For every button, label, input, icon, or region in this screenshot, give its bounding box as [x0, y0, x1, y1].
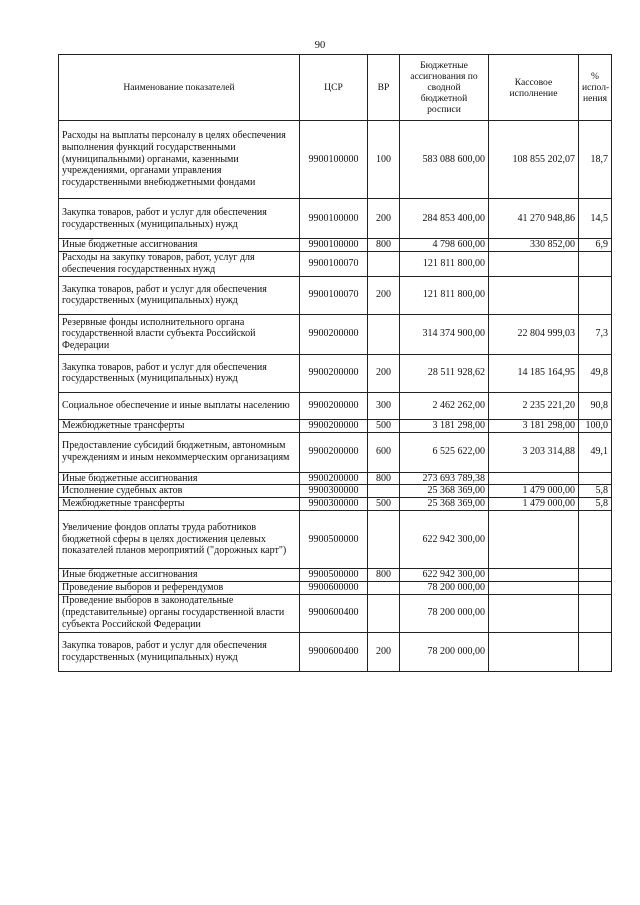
execution-percent-cell	[579, 594, 612, 632]
csr-code-cell: 9900600000	[300, 581, 368, 594]
cash-execution-cell: 41 270 948,86	[489, 199, 579, 239]
vr-code-cell	[368, 485, 400, 498]
execution-percent-cell: 14,5	[579, 199, 612, 239]
budget-allocation-cell: 25 368 369,00	[400, 485, 489, 498]
csr-code-cell: 9900200000	[300, 354, 368, 392]
budget-allocation-cell: 25 368 369,00	[400, 498, 489, 511]
budget-allocation-cell: 121 811 800,00	[400, 251, 489, 276]
budget-allocation-cell: 78 200 000,00	[400, 632, 489, 671]
csr-code-cell: 9900200000	[300, 419, 368, 432]
vr-code-cell: 500	[368, 419, 400, 432]
indicator-name-cell: Закупка товаров, работ и услуг для обеспечения государственных (муниципальных) нужд	[59, 276, 300, 314]
execution-percent-cell	[579, 251, 612, 276]
cash-execution-cell: 330 852,00	[489, 239, 579, 252]
header-csr: ЦСР	[300, 55, 368, 121]
cash-execution-cell: 2 235 221,20	[489, 392, 579, 419]
csr-code-cell: 9900600400	[300, 632, 368, 671]
cash-execution-cell: 1 479 000,00	[489, 485, 579, 498]
header-plan: Бюджетные ассигнования по сводной бюджетной росписи	[400, 55, 489, 121]
table-body	[59, 121, 612, 672]
cash-execution-cell: 1 479 000,00	[489, 498, 579, 511]
indicator-name-cell: Расходы на выплаты персоналу в целях обеспечения выполнения функций государственными (муниципальными) органами, казенными учреждениями, органами управления государственными внебюджетными фондами	[59, 121, 300, 199]
cash-execution-cell	[489, 510, 579, 568]
vr-code-cell	[368, 581, 400, 594]
execution-percent-cell	[579, 472, 612, 485]
header-vr: ВР	[368, 55, 400, 121]
table-row	[59, 510, 612, 568]
csr-code-cell: 9900200000	[300, 432, 368, 472]
vr-code-cell: 800	[368, 568, 400, 581]
cash-execution-cell: 14 185 164,95	[489, 354, 579, 392]
vr-code-cell: 200	[368, 354, 400, 392]
execution-percent-cell: 6,9	[579, 239, 612, 252]
execution-percent-cell: 7,3	[579, 314, 612, 354]
execution-percent-cell	[579, 581, 612, 594]
indicator-name-cell: Предоставление субсидий бюджетным, автономным учреждениям и иным некоммерческим организациям	[59, 432, 300, 472]
budget-allocation-cell: 583 088 600,00	[400, 121, 489, 199]
table-row	[59, 485, 612, 498]
csr-code-cell: 9900100070	[300, 276, 368, 314]
execution-percent-cell	[579, 276, 612, 314]
budget-allocation-cell: 3 181 298,00	[400, 419, 489, 432]
header-pct: % испол-нения	[579, 55, 612, 121]
vr-code-cell: 800	[368, 239, 400, 252]
csr-code-cell: 9900300000	[300, 485, 368, 498]
cash-execution-cell: 3 181 298,00	[489, 419, 579, 432]
execution-percent-cell	[579, 632, 612, 671]
execution-percent-cell: 5,8	[579, 485, 612, 498]
csr-code-cell: 9900200000	[300, 472, 368, 485]
vr-code-cell: 300	[368, 392, 400, 419]
csr-code-cell: 9900200000	[300, 392, 368, 419]
indicator-name-cell: Закупка товаров, работ и услуг для обеспечения государственных (муниципальных) нужд	[59, 354, 300, 392]
csr-code-cell: 9900100000	[300, 121, 368, 199]
table-row	[59, 498, 612, 511]
indicator-name-cell: Иные бюджетные ассигнования	[59, 472, 300, 485]
vr-code-cell	[368, 594, 400, 632]
table-row	[59, 239, 612, 252]
vr-code-cell: 600	[368, 432, 400, 472]
execution-percent-cell: 100,0	[579, 419, 612, 432]
cash-execution-cell	[489, 472, 579, 485]
table-row	[59, 632, 612, 671]
csr-code-cell: 9900500000	[300, 510, 368, 568]
table-row	[59, 432, 612, 472]
indicator-name-cell: Резервные фонды исполнительного органа государственной власти субъекта Российской Федерации	[59, 314, 300, 354]
execution-percent-cell	[579, 568, 612, 581]
cash-execution-cell: 3 203 314,88	[489, 432, 579, 472]
vr-code-cell	[368, 314, 400, 354]
cash-execution-cell	[489, 632, 579, 671]
indicator-name-cell: Исполнение судебных актов	[59, 485, 300, 498]
indicator-name-cell: Закупка товаров, работ и услуг для обеспечения государственных (муниципальных) нужд	[59, 199, 300, 239]
indicator-name-cell: Межбюджетные трансферты	[59, 498, 300, 511]
cash-execution-cell	[489, 251, 579, 276]
execution-percent-cell: 49,8	[579, 354, 612, 392]
cash-execution-cell	[489, 594, 579, 632]
indicator-name-cell: Расходы на закупку товаров, работ, услуг для обеспечения государственных нужд	[59, 251, 300, 276]
budget-allocation-cell: 28 511 928,62	[400, 354, 489, 392]
indicator-name-cell: Проведение выборов в законодательные (представительные) органы государственной власти субъекта Российской Федерации	[59, 594, 300, 632]
indicator-name-cell: Социальное обеспечение и иные выплаты населению	[59, 392, 300, 419]
cash-execution-cell	[489, 581, 579, 594]
vr-code-cell	[368, 510, 400, 568]
vr-code-cell: 100	[368, 121, 400, 199]
csr-code-cell: 9900500000	[300, 568, 368, 581]
indicator-name-cell: Увеличение фондов оплаты труда работников бюджетной сферы в целях достижения целевых показателей планов мероприятий ("дорожных карт")	[59, 510, 300, 568]
vr-code-cell: 200	[368, 632, 400, 671]
budget-allocation-cell: 622 942 300,00	[400, 568, 489, 581]
budget-allocation-cell: 6 525 622,00	[400, 432, 489, 472]
csr-code-cell: 9900100070	[300, 251, 368, 276]
cash-execution-cell	[489, 568, 579, 581]
table-header-row	[59, 55, 612, 121]
table-row	[59, 354, 612, 392]
budget-allocation-cell: 622 942 300,00	[400, 510, 489, 568]
csr-code-cell: 9900600400	[300, 594, 368, 632]
table-row	[59, 568, 612, 581]
budget-allocation-cell: 78 200 000,00	[400, 594, 489, 632]
execution-percent-cell: 5,8	[579, 498, 612, 511]
table-row	[59, 472, 612, 485]
indicator-name-cell: Иные бюджетные ассигнования	[59, 568, 300, 581]
execution-percent-cell: 49,1	[579, 432, 612, 472]
table-row	[59, 251, 612, 276]
budget-allocation-cell: 4 798 600,00	[400, 239, 489, 252]
table-row	[59, 121, 612, 199]
table-row	[59, 581, 612, 594]
page-number: 90	[314, 40, 326, 51]
table-row	[59, 314, 612, 354]
budget-allocation-cell: 121 811 800,00	[400, 276, 489, 314]
cash-execution-cell	[489, 276, 579, 314]
csr-code-cell: 9900200000	[300, 314, 368, 354]
csr-code-cell: 9900100000	[300, 199, 368, 239]
execution-percent-cell: 18,7	[579, 121, 612, 199]
table-row	[59, 419, 612, 432]
budget-allocation-cell: 2 462 262,00	[400, 392, 489, 419]
table-row	[59, 392, 612, 419]
csr-code-cell: 9900300000	[300, 498, 368, 511]
table-row	[59, 199, 612, 239]
indicator-name-cell: Закупка товаров, работ и услуг для обеспечения государственных (муниципальных) нужд	[59, 632, 300, 671]
indicator-name-cell: Иные бюджетные ассигнования	[59, 239, 300, 252]
budget-allocation-cell: 314 374 900,00	[400, 314, 489, 354]
budget-allocation-cell: 273 693 789,38	[400, 472, 489, 485]
vr-code-cell: 500	[368, 498, 400, 511]
vr-code-cell: 200	[368, 276, 400, 314]
table-row	[59, 276, 612, 314]
budget-allocation-cell: 78 200 000,00	[400, 581, 489, 594]
indicator-name-cell: Проведение выборов и референдумов	[59, 581, 300, 594]
budget-allocation-cell: 284 853 400,00	[400, 199, 489, 239]
cash-execution-cell: 108 855 202,07	[489, 121, 579, 199]
vr-code-cell: 200	[368, 199, 400, 239]
csr-code-cell: 9900100000	[300, 239, 368, 252]
indicator-name-cell: Межбюджетные трансферты	[59, 419, 300, 432]
vr-code-cell: 800	[368, 472, 400, 485]
header-cash: Кассовое исполнение	[489, 55, 579, 121]
vr-code-cell	[368, 251, 400, 276]
budget-execution-table	[58, 54, 612, 672]
header-name: Наименование показателей	[59, 55, 300, 121]
execution-percent-cell: 90,8	[579, 392, 612, 419]
table-row	[59, 594, 612, 632]
cash-execution-cell: 22 804 999,03	[489, 314, 579, 354]
execution-percent-cell	[579, 510, 612, 568]
